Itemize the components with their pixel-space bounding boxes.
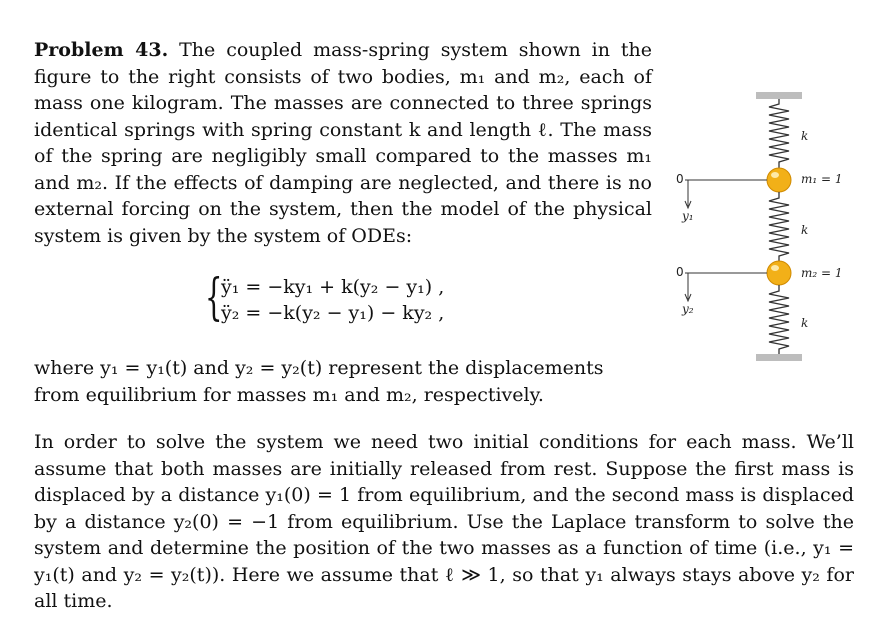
left-brace: { bbox=[205, 268, 223, 326]
spring-k-label-middle: k bbox=[801, 223, 809, 237]
y1-label: y₁ bbox=[682, 209, 694, 223]
mass-2 bbox=[767, 261, 791, 285]
mass-spring-diagram bbox=[668, 88, 868, 373]
ode-system bbox=[205, 268, 445, 326]
spring-top bbox=[769, 99, 789, 168]
spring-k-label-bottom: k bbox=[801, 316, 809, 330]
mass-1 bbox=[767, 168, 791, 192]
equation-2: ÿ₂ = −k(y₂ − y₁) − ky₂ , bbox=[221, 302, 445, 324]
initial-conditions-paragraph: In order to solve the system we need two initial conditions for each mass. We’ll assume that both masses are initially released from rest. Suppose the first mass is displaced by a distance y₁(0) = 1 from equilibrium, and the second mass is displaced by a distance y₂(0) = −1 from equilibrium. Use the Laplace transform to solve the system and determine the position of the two masses as a function of time (i.e., y₁ = y₁(t) and y₂ = y₂(t)). Here we assume that ℓ ≫ 1, so that y₁ always stays above y₂ for all time. bbox=[34, 431, 854, 612]
spring-bottom bbox=[769, 285, 789, 354]
problem-label: Problem 43. bbox=[34, 39, 169, 61]
y2-label: y₂ bbox=[682, 302, 694, 316]
problem-intro: The coupled mass-spring system shown in the figure to the right consists of two bodies, m₁ and m₂, each of mass one kilogram. The masses are connected to three springs identical springs with spring constant k and length ℓ. The mass of the spring are negligibly small compared to the masses m₁ and m₂. If the effects of damping are neglected, and there is no external forcing on the system, then the model of the physical system is given by the system of ODEs: bbox=[34, 39, 652, 247]
mass-spring-figure bbox=[668, 88, 868, 373]
zero-label-1: 0 bbox=[676, 172, 684, 186]
top-wall bbox=[756, 92, 802, 99]
bottom-wall bbox=[756, 354, 802, 361]
mass-1-label: m₁ = 1 bbox=[801, 172, 843, 186]
mass-2-label: m₂ = 1 bbox=[801, 266, 843, 280]
problem-statement bbox=[34, 37, 652, 249]
spring-middle bbox=[769, 192, 789, 261]
displacement-definition: where y₁ = y₁(t) and y₂ = y₂(t) represent the displacements from equilibrium for masses m₁ and m₂, respectively. bbox=[34, 357, 604, 406]
spring-k-label-top: k bbox=[801, 129, 809, 143]
mass-1-highlight bbox=[771, 172, 779, 178]
mass-2-highlight bbox=[771, 265, 779, 271]
zero-label-2: 0 bbox=[676, 265, 684, 279]
equation-1: ÿ₁ = −ky₁ + k(y₂ − y₁) , bbox=[221, 276, 445, 298]
